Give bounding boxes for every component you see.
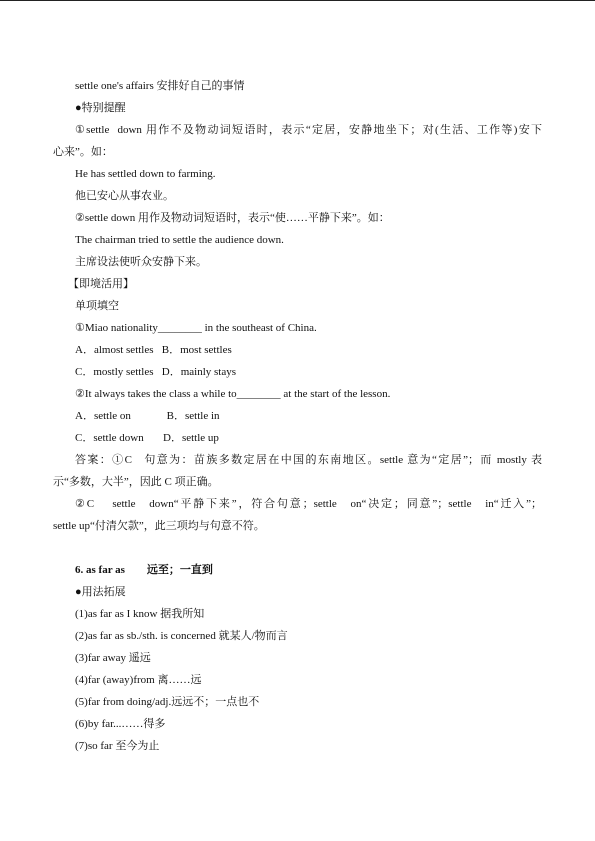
- section-heading-phrase: 6. as far as: [75, 564, 125, 576]
- usage-item-2: (2)as far as sb./sth. is concerned 就某人/物而言: [75, 630, 288, 642]
- note-2: ②settle down 用作及物动词短语时，表示“使……平静下来”。如：: [75, 212, 390, 224]
- question-1-options-ab: A．almost settles B．most settles: [75, 344, 232, 356]
- question-1-options-cd: C．mostly settles D．mainly stays: [75, 366, 237, 378]
- section-heading-meaning: 远至；一直到: [146, 564, 213, 576]
- note-heading: ●特别提醒: [75, 102, 126, 114]
- answer-1-line-2: 示“多数，大半”，因此 C 项正确。: [53, 476, 219, 488]
- usage-item-4: (4)far (away)from 离……远: [75, 674, 202, 686]
- question-2-options-cd: C．settle down D．settle up: [75, 432, 219, 444]
- usage-item-5: (5)far from doing/adj.远远不；一点也不: [75, 696, 260, 708]
- section-heading: [75, 563, 213, 577]
- usage-item-6: (6)by far...……得多: [75, 718, 166, 730]
- answer-2-line-2: settle up“付清欠款”，此三项均与句意不符。: [53, 520, 265, 532]
- question-2: ②It always takes the class a while to________ at the start of the lesson.: [75, 388, 391, 400]
- phrase-settle-affairs: settle one's affairs 安排好自己的事情: [75, 80, 245, 92]
- question-1: ①Miao nationality________ in the southeast of China.: [75, 322, 317, 334]
- usage-item-3: (3)far away 遥远: [75, 652, 151, 664]
- answer-2-line-1: ②C settle down“平静下来”，符合句意；settle on“决定；同意”；settle in“迁入”；: [75, 498, 542, 510]
- usage-heading: ●用法拓展: [75, 586, 126, 598]
- answer-1-line-1: 答案：①C 句意为：苗族多数定居在中国的东南地区。settle 意为“定居”；而 mostly 表: [75, 454, 542, 466]
- exercise-type: 单项填空: [75, 300, 119, 312]
- usage-item-7: (7)so far 至今为止: [75, 740, 160, 752]
- example-2-zh: 主席设法使听众安静下来。: [75, 256, 207, 268]
- example-2-en: The chairman tried to settle the audience down.: [75, 234, 284, 246]
- usage-item-1: (1)as far as I know 据我所知: [75, 608, 205, 620]
- note-1-line-2: 心来”。如：: [53, 146, 113, 158]
- example-1-en: He has settled down to farming.: [75, 168, 216, 180]
- question-2-options-ab: A．settle on B．settle in: [75, 410, 220, 422]
- note-1-line-1: ①settle down 用作不及物动词短语时，表示“定居，安静地坐下；对(生活、工作等)安下: [75, 124, 542, 136]
- practice-heading: 【即境活用】: [68, 278, 134, 290]
- example-1-zh: 他已安心从事农业。: [75, 190, 174, 202]
